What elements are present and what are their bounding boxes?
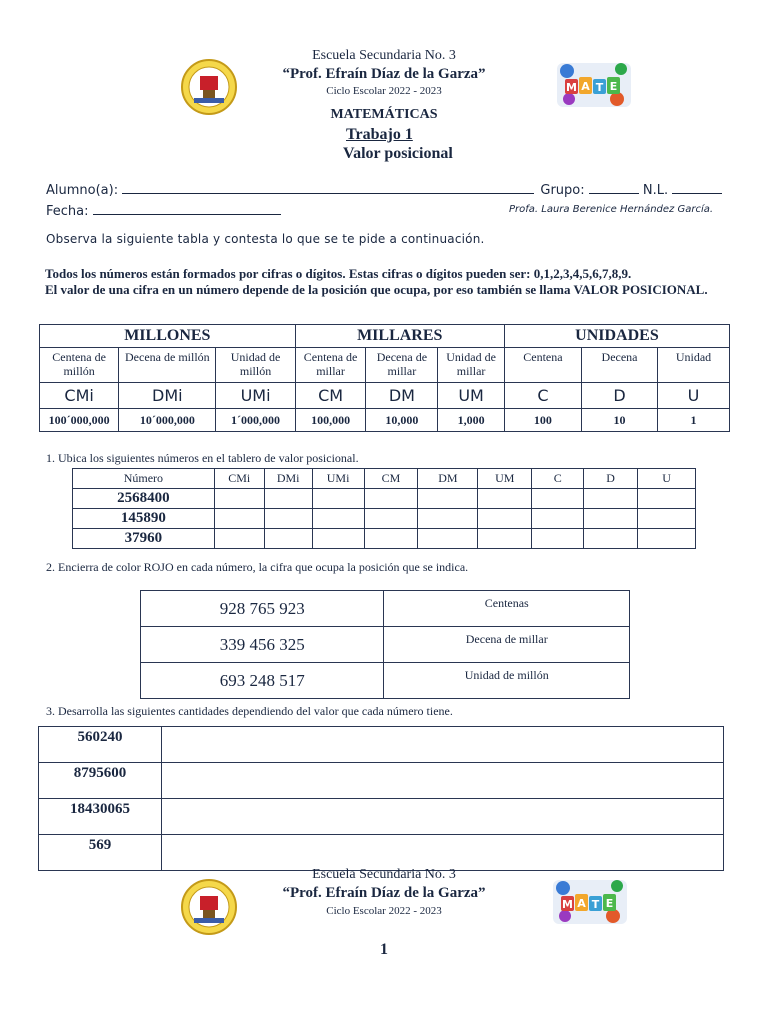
footer-school-cycle: Ciclo Escolar 2022 - 2023 [326, 905, 442, 917]
school-cycle: Ciclo Escolar 2022 - 2023 [326, 85, 442, 97]
place-name: Decena de millar [366, 348, 438, 383]
q1-cell[interactable] [584, 509, 638, 529]
q3-title: 3. Desarrolla las siguientes cantidades dependiendo del valor que cada número tiene. [46, 704, 453, 718]
svg-text:T: T [595, 81, 604, 94]
place-name: Centena [504, 348, 581, 383]
svg-text:M: M [566, 81, 577, 94]
q3-number: 8795600 [39, 763, 162, 799]
svg-text:T: T [591, 898, 600, 911]
q3-number: 18430065 [39, 799, 162, 835]
q1-cell[interactable] [418, 489, 478, 509]
place-name: Decena [581, 348, 657, 383]
svg-text:A: A [581, 80, 590, 93]
place-value: 1,000 [438, 409, 505, 432]
q3-answer-cell[interactable] [161, 763, 723, 799]
school-honoree: “Prof. Efraín Díaz de la Garza” [282, 66, 486, 82]
place-name: Unidad [658, 348, 730, 383]
place-name: Unidad de millar [438, 348, 505, 383]
q1-cell[interactable] [638, 529, 696, 549]
q1-cell[interactable] [532, 489, 584, 509]
q1-cell[interactable] [364, 489, 418, 509]
q1-header: DMi [264, 469, 312, 489]
table-row [39, 763, 724, 799]
place-value: 100 [504, 409, 581, 432]
q1-cell[interactable] [418, 529, 478, 549]
place-name: Decena de millón [119, 348, 216, 383]
intro-digits: Todos los números están formados por cifras o dígitos. Estas cifras o dígitos pueden ser: 0,1,2,3,4,5,6,7,8,9. [45, 266, 632, 281]
table-row [39, 727, 724, 763]
table-row [141, 663, 630, 699]
intro-position: El valor de una cifra en un número depende de la posición que ocupa, por eso también se llama VALOR POSICIONAL. [45, 282, 708, 297]
q3-number: 560240 [39, 727, 162, 763]
q1-cell[interactable] [418, 509, 478, 529]
table-row [39, 799, 724, 835]
group-millares: MILLARES [295, 325, 504, 348]
place-value-table [39, 324, 730, 432]
table-row [39, 835, 724, 871]
nl-label: N.L. [642, 183, 669, 198]
q1-cell[interactable] [364, 529, 418, 549]
q1-cell[interactable] [264, 509, 312, 529]
place-abbr: CM [295, 383, 366, 409]
q1-cell[interactable] [214, 509, 264, 529]
place-value: 10,000 [366, 409, 438, 432]
q1-header: CMi [214, 469, 264, 489]
q1-header: Número [73, 469, 215, 489]
q2-number[interactable]: 693 248 517 [141, 663, 384, 699]
q1-cell[interactable] [312, 489, 364, 509]
svg-text:A: A [577, 897, 586, 910]
group-field[interactable] [589, 181, 639, 194]
footer-school-name: Escuela Secundaria No. 3 [312, 867, 456, 882]
instruction-text: Observa la siguiente tabla y contesta lo que se te pide a continuación. [46, 232, 485, 246]
q1-header: C [532, 469, 584, 489]
q2-position: Centenas [384, 591, 630, 627]
q1-cell[interactable] [214, 529, 264, 549]
place-value: 100´000,000 [40, 409, 119, 432]
svg-text:M: M [562, 898, 573, 911]
student-name-field[interactable] [122, 181, 534, 194]
svg-text:E: E [609, 80, 618, 93]
group-millones: MILLONES [40, 325, 296, 348]
table-row [141, 591, 630, 627]
q1-table [72, 468, 696, 549]
q1-header: U [638, 469, 696, 489]
q1-cell[interactable] [264, 489, 312, 509]
q1-cell[interactable] [638, 509, 696, 529]
q1-cell[interactable] [532, 529, 584, 549]
q1-cell[interactable] [312, 529, 364, 549]
table-row [73, 489, 696, 509]
q1-title: 1. Ubica los siguientes números en el tablero de valor posicional. [46, 451, 359, 465]
group-unidades: UNIDADES [504, 325, 729, 348]
date-label: Fecha: [46, 204, 89, 219]
work-title: Trabajo 1 [346, 126, 413, 143]
q1-header: CM [364, 469, 418, 489]
math-logo [551, 874, 629, 933]
table-row [141, 627, 630, 663]
place-abbr: D [581, 383, 657, 409]
q1-cell[interactable] [264, 529, 312, 549]
place-abbr: DMi [119, 383, 216, 409]
q1-header: UM [478, 469, 532, 489]
place-value: 1´000,000 [216, 409, 295, 432]
q1-cell[interactable] [638, 489, 696, 509]
math-logo [555, 57, 633, 116]
q3-answer-cell[interactable] [161, 799, 723, 835]
q3-table [38, 726, 724, 871]
q2-table [140, 590, 630, 699]
teacher-name: Profa. Laura Berenice Hernández García. [509, 204, 714, 215]
q1-header: DM [418, 469, 478, 489]
q1-cell[interactable] [478, 489, 532, 509]
place-value: 10´000,000 [119, 409, 216, 432]
q1-header: D [584, 469, 638, 489]
table-row [73, 509, 696, 529]
footer-school-honoree: “Prof. Efraín Díaz de la Garza” [282, 885, 486, 901]
topic-title: Valor posicional [343, 145, 453, 162]
place-name: Unidad de millón [216, 348, 295, 383]
q1-cell[interactable] [584, 489, 638, 509]
place-abbr: U [658, 383, 730, 409]
place-abbr: UMi [216, 383, 295, 409]
q1-cell[interactable] [312, 509, 364, 529]
q1-cell[interactable] [478, 529, 532, 549]
q1-number: 145890 [73, 509, 215, 529]
q1-header: UMi [312, 469, 364, 489]
place-abbr: UM [438, 383, 505, 409]
q3-number: 569 [39, 835, 162, 871]
svg-text:E: E [605, 897, 614, 910]
q1-cell[interactable] [214, 489, 264, 509]
intro-paragraph [45, 266, 723, 298]
subject-title: MATEMÁTICAS [330, 107, 438, 122]
date-field[interactable] [93, 202, 281, 215]
q2-number[interactable]: 339 456 325 [141, 627, 384, 663]
place-abbr: CMi [40, 383, 119, 409]
group-label: Grupo: [540, 183, 585, 198]
student-row [46, 181, 722, 198]
q2-number[interactable]: 928 765 923 [141, 591, 384, 627]
place-name: Centena de millón [40, 348, 119, 383]
q1-cell[interactable] [364, 509, 418, 529]
date-row [46, 202, 281, 219]
q3-answer-cell[interactable] [161, 727, 723, 763]
q1-cell[interactable] [478, 509, 532, 529]
q1-cell[interactable] [532, 509, 584, 529]
place-value: 10 [581, 409, 657, 432]
place-name: Centena de millar [295, 348, 366, 383]
q1-cell[interactable] [584, 529, 638, 549]
q1-number: 37960 [73, 529, 215, 549]
place-abbr: DM [366, 383, 438, 409]
page-number: 1 [380, 941, 388, 958]
q2-position: Unidad de millón [384, 663, 630, 699]
q3-answer-cell[interactable] [161, 835, 723, 871]
table-row [73, 529, 696, 549]
school-name: Escuela Secundaria No. 3 [312, 48, 456, 63]
place-value: 100,000 [295, 409, 366, 432]
place-abbr: C [504, 383, 581, 409]
place-value: 1 [658, 409, 730, 432]
student-label: Alumno(a): [46, 183, 119, 198]
q2-position: Decena de millar [384, 627, 630, 663]
nl-field[interactable] [672, 181, 722, 194]
q1-number: 2568400 [73, 489, 215, 509]
q2-title: 2. Encierra de color ROJO en cada número, la cifra que ocupa la posición que se indica. [46, 560, 469, 574]
